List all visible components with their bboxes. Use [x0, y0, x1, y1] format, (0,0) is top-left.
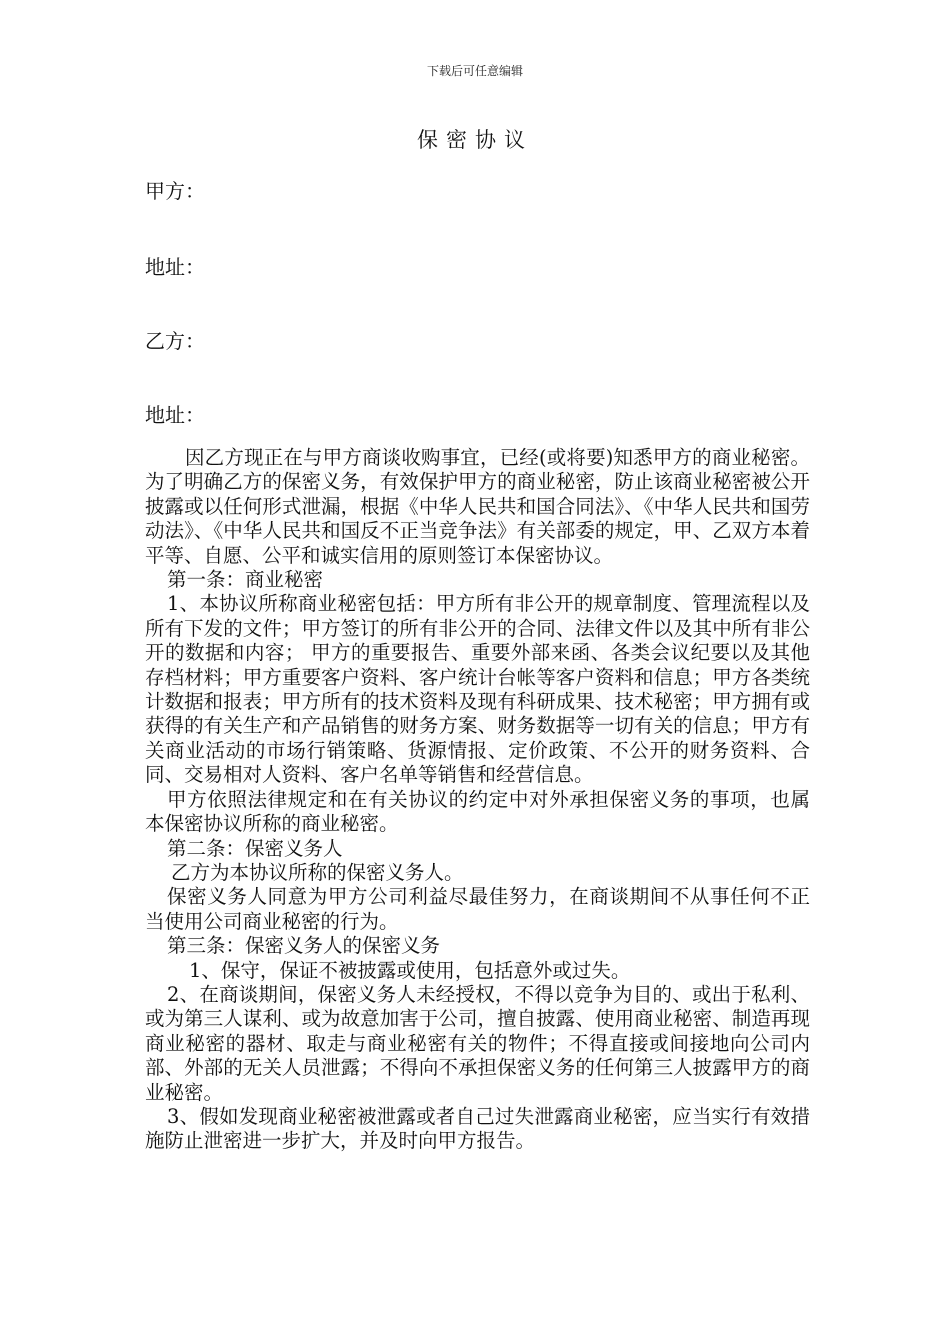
party-a-address-field: 地址：	[145, 255, 205, 279]
party-b-address-field: 地址：	[145, 403, 205, 427]
article-3-item-1: 1、保守，保证不被披露或使用，包括意外或过失。	[189, 958, 631, 982]
article-1-item-1: 1、本协议所称商业秘密包括：甲方所有非公开的规章制度、管理流程以及所有下发的文件；甲方签订的所有非公开的合同、法律文件以及其中所有非公开的数据和内容； 甲方的重要报告、重要外部来函、各类会议纪要以及其他存档材料；甲方重要客户资料、客户统计台帐等客户资料和信息；甲方各类统计数据和报表；甲方所有的技术资料及现有科研成果、技术秘密；甲方拥有或获得的有关生产和产品销售的财务方案、财务数据等一切有关的信息；甲方有关商业活动的市场行销策略、货源情报、定价政策、不公开的财务资料、合同、交易相对人资料、客户名单等销售和经营信息。	[145, 592, 810, 787]
article-2-item-2: 保密义务人同意为甲方公司利益尽最佳努力，在商谈期间不从事任何不正当使用公司商业秘密的行为。	[145, 885, 810, 933]
article-3-heading: 第三条：保密义务人的保密义务	[167, 934, 441, 958]
party-a-field: 甲方：	[145, 179, 205, 203]
party-b-field: 乙方：	[145, 329, 205, 353]
intro-paragraph: 因乙方现正在与甲方商谈收购事宜，已经(或将要)知悉甲方的商业秘密。为了明确乙方的保密义务，有效保护甲方的商业秘密，防止该商业秘密被公开披露或以任何形式泄漏，根据《中华人民共和国合同法》、《中华人民共和国劳动法》、《中华人民共和国反不正当竞争法》有关部委的规定，甲、乙双方本着平等、自愿、公平和诚实信用的原则签订本保密协议。	[145, 446, 810, 567]
article-2-item-1: 乙方为本协议所称的保密义务人。	[171, 860, 464, 884]
article-3-item-3: 3、假如发现商业秘密被泄露或者自己过失泄露商业秘密，应当实行有效措施防止泄密进一步扩大，并及时向甲方报告。	[145, 1104, 810, 1153]
article-3-item-2: 2、在商谈期间，保密义务人未经授权，不得以竞争为目的、或出于私利、或为第三人谋利、或为故意加害于公司，擅自披露、使用商业秘密、制造再现商业秘密的器材、取走与商业秘密有关的物件；不得直接或间接地向公司内部、外部的无关人员泄露；不得向不承担保密义务的任何第三人披露甲方的商业秘密。	[145, 982, 810, 1104]
header-note: 下载后可任意编辑	[426, 64, 523, 78]
document-title: 保密协议	[417, 128, 533, 152]
article-2-heading: 第二条：保密义务人	[167, 836, 343, 860]
article-1-item-2: 甲方依照法律规定和在有关协议的约定中对外承担保密义务的事项，也属本保密协议所称的商业秘密。	[145, 787, 810, 836]
agreement-body	[145, 446, 810, 1154]
article-1-heading: 第一条：商业秘密	[167, 568, 324, 592]
